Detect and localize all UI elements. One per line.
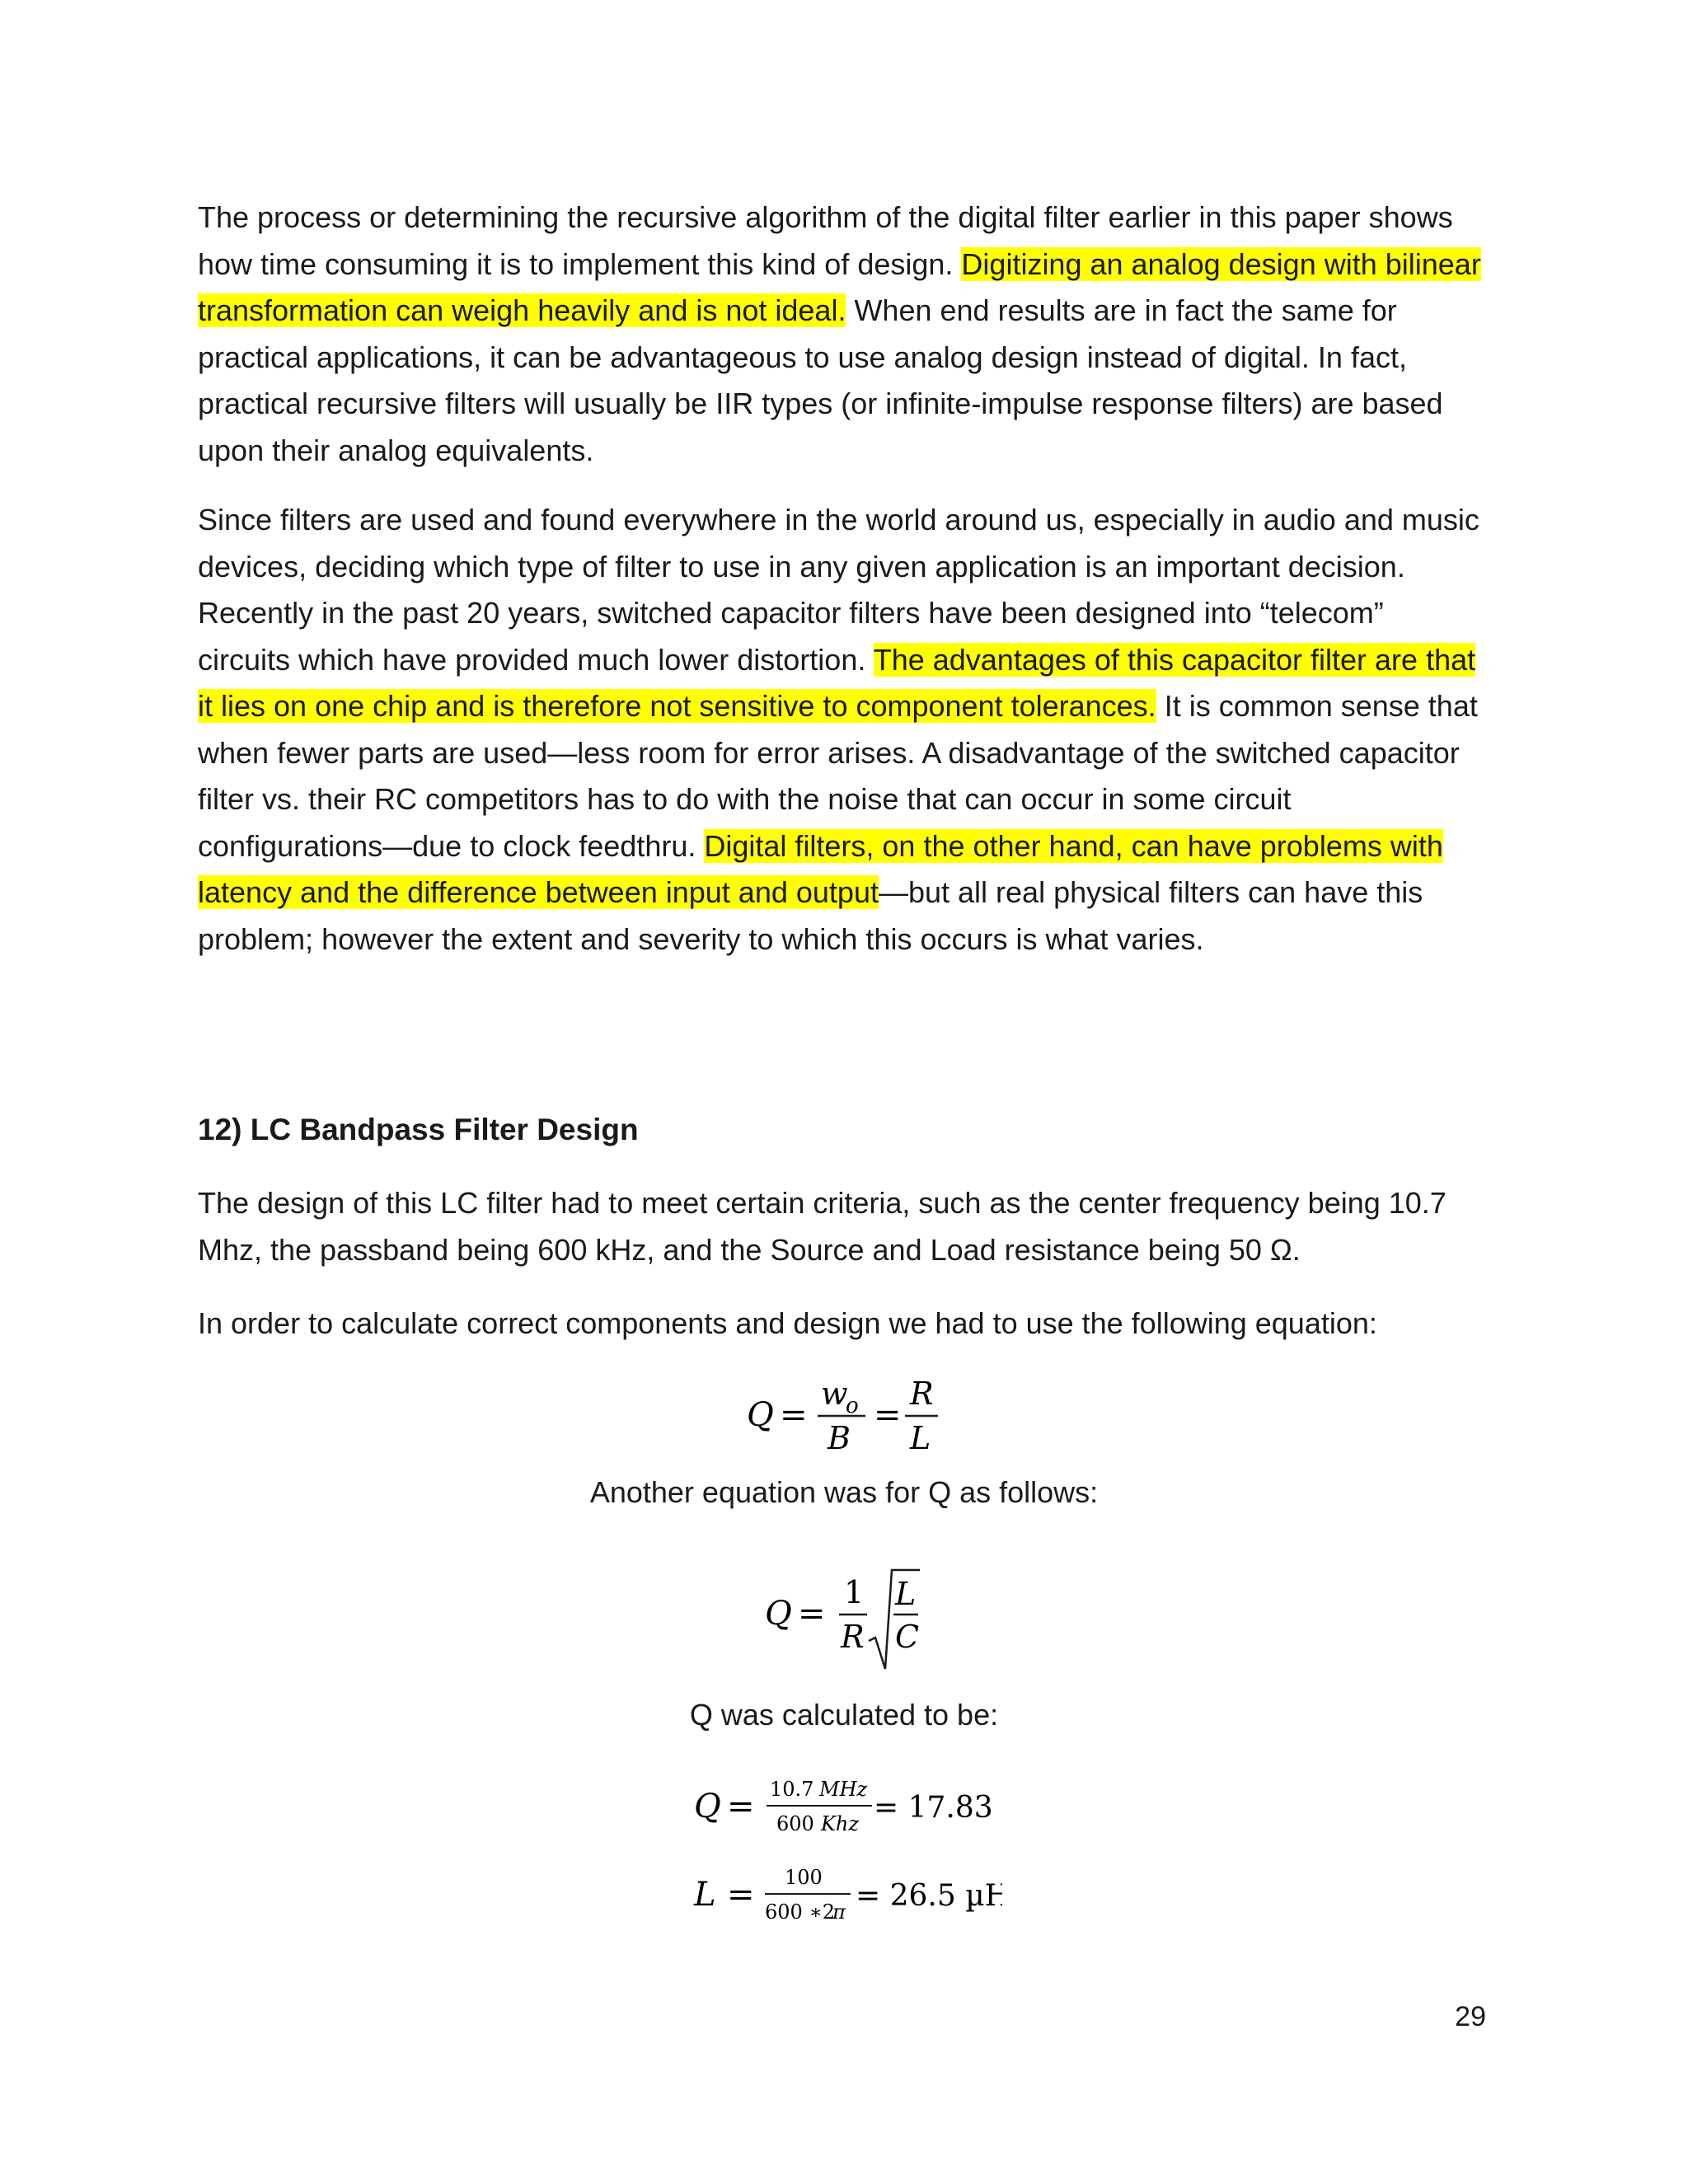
text-run: —but all real physical filters can have this problem; however the extent and severity to which this occurs is what varies. xyxy=(198,875,1423,956)
page-number: 29 xyxy=(1455,2001,1486,2032)
equation-q-bandwidth xyxy=(742,1366,940,1457)
eq-den-value: 600 xyxy=(776,1812,814,1835)
eq-num: L xyxy=(895,1576,917,1612)
eq-den-pi: π xyxy=(832,1900,846,1924)
highlighted-text: Digital filters, on the other hand, can have problems with latency and the difference between input and output xyxy=(198,828,1443,909)
eq-equals: = xyxy=(727,1788,755,1825)
eq-sub: o xyxy=(846,1394,859,1418)
eq-den: L xyxy=(910,1420,931,1456)
eq-result: = 26.5 µH xyxy=(856,1879,1002,1913)
label-another-equation: Another equation was for Q as follows: xyxy=(589,1475,1099,1509)
eq-den: R xyxy=(841,1619,865,1655)
eq-lhs: L xyxy=(694,1876,716,1914)
eq-result: = 17.83 xyxy=(874,1791,993,1825)
eq-num: 1 xyxy=(844,1574,865,1610)
text-run: The process or determining the recursive algorithm of the digital filter earlier in this paper shows how time consuming it is to implement this kind of design. xyxy=(198,200,1453,281)
equation-q-lc xyxy=(760,1562,925,1677)
eq-den: 600 ∗2 xyxy=(765,1900,836,1924)
text-run: Since filters are used and found everywhere in the world around us, especially in audio and music devices, deciding which type of filter to use in any given application is an important decision. Recently in the past 20 years, switched capacitor filters have been designed into “telecom” circuits which have provided much lower distortion. xyxy=(198,503,1479,677)
label-q-calculated: Q was calculated to be: xyxy=(689,1698,999,1732)
equation-inductance xyxy=(689,1854,1002,1937)
eq-equals: = xyxy=(727,1876,755,1914)
eq-lhs: Q xyxy=(765,1595,792,1633)
paragraph-digital-filter-process xyxy=(198,194,1484,474)
eq-lhs: Q xyxy=(747,1396,774,1434)
eq-lhs: Q xyxy=(694,1788,721,1825)
eq-num: 100 xyxy=(785,1866,823,1889)
highlighted-text: The advantages of this capacitor filter are that it lies on one chip and is therefore not sensitive to component tolerances. xyxy=(198,642,1476,723)
equation-q-value xyxy=(689,1768,1002,1850)
paragraph-design-criteria: The design of this LC filter had to meet certain criteria, such as the center frequency being 10.7 Mhz, the passband being 600 kHz, and the Source and Load resistance being 50 Ω. xyxy=(198,1186,1447,1267)
paragraph-equation-intro: In order to calculate correct components and design we had to use the following equation: xyxy=(198,1306,1377,1340)
section-heading: 12) LC Bandpass Filter Design xyxy=(198,1113,639,1146)
eq-den: B xyxy=(828,1420,851,1456)
eq-den: C xyxy=(895,1619,920,1655)
text-run: It is common sense that when fewer parts are used—less room for error arises. A disadvantage of the switched capacitor filter vs. their RC competitors has to do with the noise that can occur in some circuit configurations—due to clock feedthru. xyxy=(198,689,1478,863)
highlighted-text: Digitizing an analog design with bilinear transformation can weigh heavily and is not ideal. xyxy=(198,246,1481,327)
paragraph-filter-types xyxy=(198,497,1484,963)
eq-num-unit: MHz xyxy=(819,1778,868,1801)
eq-num-value: 10.7 xyxy=(770,1778,814,1801)
eq-den-unit: Khz xyxy=(821,1812,860,1835)
eq-num: w xyxy=(821,1376,848,1412)
eq-equals: = xyxy=(874,1396,902,1434)
eq-equals: = xyxy=(798,1595,826,1633)
eq-equals: = xyxy=(780,1396,808,1434)
eq-num: R xyxy=(910,1376,934,1412)
text-run: When end results are in fact the same for practical applications, it can be advantageous to use analog design instead of digital. In fact, practical recursive filters will usually be IIR types (or infinite-impulse response filters) are based upon their analog equivalents. xyxy=(198,293,1443,467)
